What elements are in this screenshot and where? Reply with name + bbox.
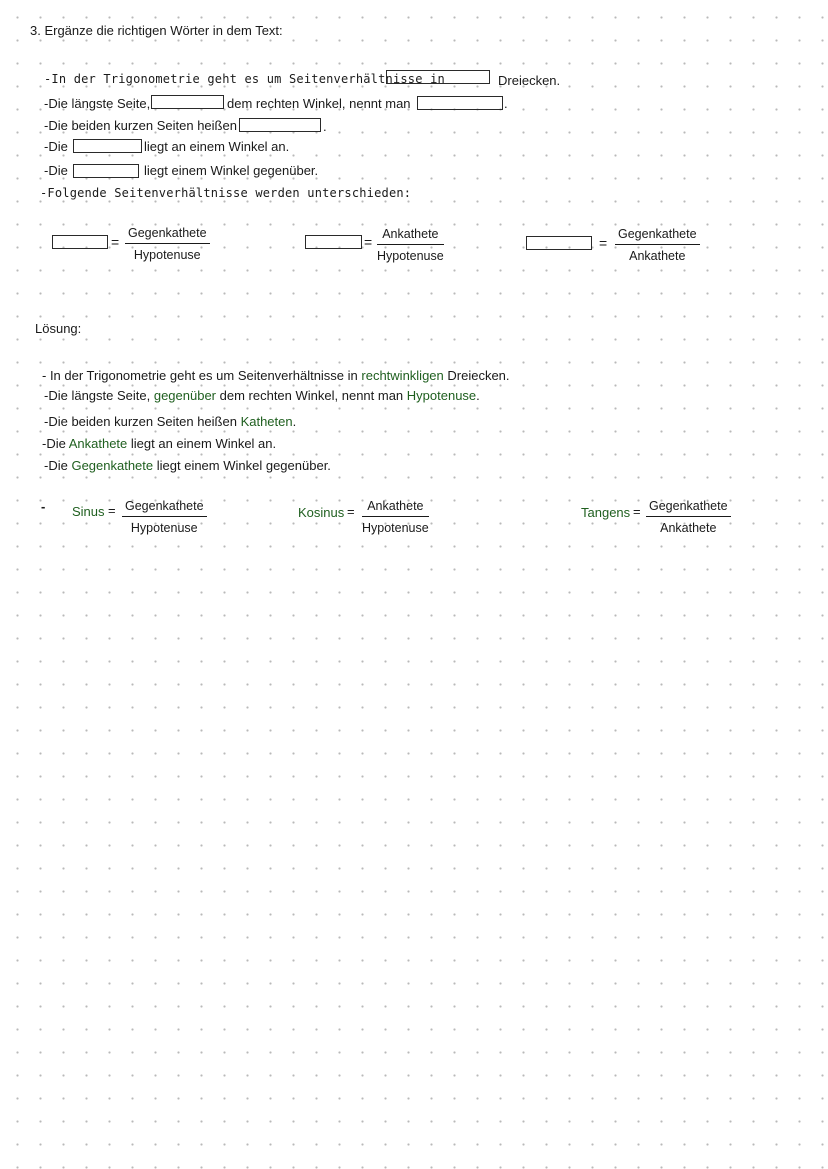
blank-6-field[interactable] <box>73 164 139 178</box>
ratio-1-denominator: Hypotenuse <box>133 248 201 262</box>
blank-3-field[interactable] <box>417 96 503 110</box>
answer-katheten: Katheten <box>240 414 293 429</box>
sinus-equals: = <box>108 503 116 518</box>
sinus-denominator: Hypotenuse <box>130 521 198 535</box>
tangens-equals: = <box>633 504 641 519</box>
task-line-6-text: -Folgende Seitenverhältnisse werden unterschieden: <box>40 186 412 200</box>
ratio-3-fraction <box>615 227 700 263</box>
solution-line-3: -Die beiden kurzen Seiten heißen Katheten. <box>44 414 297 429</box>
answer-ankathete: Ankathete <box>68 436 128 451</box>
tangens-fraction <box>646 499 731 535</box>
task-line-3-end: . <box>323 119 327 134</box>
ratio-1-fraction <box>125 226 210 262</box>
ratio-2-blank-field[interactable] <box>305 235 362 249</box>
tangens-numerator: Gegenkathete <box>646 499 731 517</box>
answer-hypotenuse: Hypotenuse <box>406 388 477 403</box>
blank-4-field[interactable] <box>239 118 321 132</box>
sinus-numerator: Gegenkathete <box>122 499 207 517</box>
blank-2-field[interactable] <box>151 95 224 109</box>
solution-line-2: -Die längste Seite, gegenüber dem rechten Winkel, nennt man Hypotenuse. <box>44 388 480 403</box>
solution-bullet-dash: - <box>41 499 46 514</box>
task-line-2-end: . <box>504 96 508 111</box>
kosinus-numerator: Ankathete <box>362 499 429 517</box>
task-line-4-end: liegt an einem Winkel an. <box>144 139 290 154</box>
ratio-3-blank-field[interactable] <box>526 236 592 250</box>
blank-5-field[interactable] <box>73 139 142 153</box>
task-line-1-end: Dreiecken. <box>498 73 561 88</box>
kosinus-label: Kosinus <box>298 505 345 520</box>
ratio-3-numerator: Gegenkathete <box>615 227 700 245</box>
solution-line-5: -Die Gegenkathete liegt einem Winkel gegenüber. <box>44 458 331 473</box>
solution-line-4: -Die Ankathete liegt an einem Winkel an. <box>42 436 277 451</box>
ratio-2-fraction <box>377 227 444 263</box>
solution-line-1: - In der Trigonometrie geht es um Seitenverhältnisse in rechtwinkligen Dreiecken. <box>42 368 510 383</box>
tangens-denominator: Ankathete <box>660 521 717 535</box>
kosinus-fraction <box>362 499 429 535</box>
answer-gegenkathete: Gegenkathete <box>71 458 154 473</box>
blank-1-field[interactable] <box>386 70 490 84</box>
answer-rechtwinkligen: rechtwinkligen <box>361 368 444 383</box>
ratio-2-equals: = <box>364 234 373 250</box>
kosinus-equals: = <box>347 504 355 519</box>
task-heading: 3. Ergänze die richtigen Wörter in dem Text: <box>30 23 283 38</box>
ratio-2-numerator: Ankathete <box>377 227 444 245</box>
ratio-3-denominator: Ankathete <box>629 249 686 263</box>
solution-heading: Lösung: <box>35 321 82 336</box>
tangens-label: Tangens <box>581 505 631 520</box>
answer-gegenueber: gegenüber <box>153 388 217 403</box>
task-line-4-text: -Die <box>44 139 68 154</box>
kosinus-denominator: Hypotenuse <box>362 521 429 535</box>
sinus-fraction <box>122 499 207 535</box>
ratio-2-denominator: Hypotenuse <box>377 249 444 263</box>
ratio-1-blank-field[interactable] <box>52 235 108 249</box>
ratio-1-equals: = <box>111 234 120 250</box>
task-line-3-text: -Die beiden kurzen Seiten heißen <box>44 118 237 133</box>
ratio-1-numerator: Gegenkathete <box>125 226 210 244</box>
task-line-2-text: -Die längste Seite, <box>44 96 151 111</box>
task-line-2-middle: dem rechten Winkel, nennt man <box>227 96 411 111</box>
task-line-5-end: liegt einem Winkel gegenüber. <box>144 163 319 178</box>
sinus-label: Sinus <box>72 504 105 519</box>
task-line-5-text: -Die <box>44 163 68 178</box>
ratio-3-equals: = <box>599 235 608 251</box>
task-line-1-text: -In der Trigonometrie geht es um Seitenverhältnisse in <box>44 72 445 86</box>
